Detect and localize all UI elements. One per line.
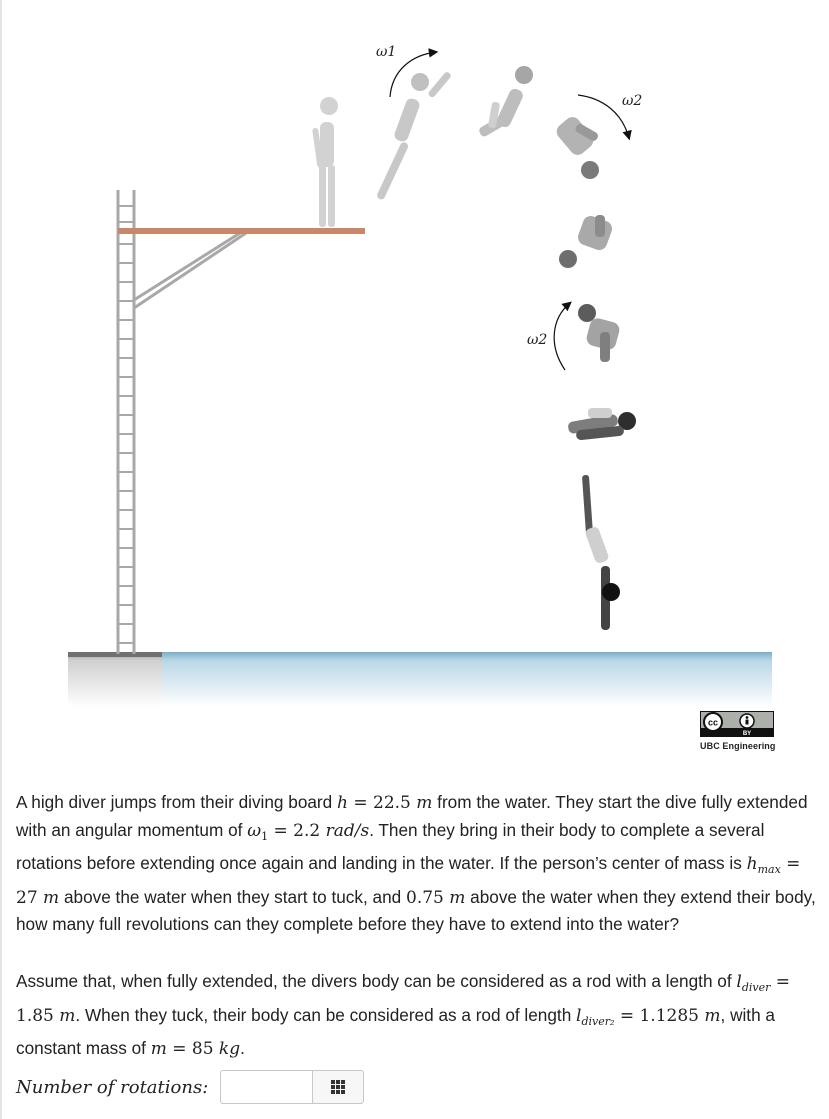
keypad-grid-icon <box>330 1079 346 1095</box>
diver-extending <box>582 475 620 630</box>
answer-row <box>16 1068 364 1106</box>
water <box>160 652 772 707</box>
omega2-label-top: ω2 <box>622 93 643 109</box>
diver-tuck-2 <box>559 214 614 268</box>
answer-label: Number of rotations: <box>16 1076 209 1098</box>
ground <box>68 652 162 707</box>
diver-tuck-1 <box>553 114 599 179</box>
diver-tuck-4 <box>567 408 636 440</box>
diver-jumping <box>376 71 452 201</box>
problem-paragraph-2: Assume that, when fully extended, the divers body can be considered as a rod with a length of $l_{diver} = 1.85$ m. When they tuck, their body can be considered as a rod of length $l_{diver_2} = 1.1285$ m, with a constant mass of m = 85 kg. <box>16 971 791 1059</box>
diving-tower <box>118 190 246 654</box>
problem-paragraph-1: A high diver jumps from their diving board h = 22.5 m from the water. They start the dive fully extended with an angular momentum of $\omega_1 = 2.2$ rad/s. Then they bring in their body to complete a several rotations before extending once again and landing in the water. If the person’s center of mass is $h_{max} = 27$ m above the water when they start to tuck, and 0.75 m above the water when they extend their body, how many full revolutions can they complete before they have to extend into the water? <box>16 792 816 934</box>
attribution-label: UBC Engineering <box>700 741 776 751</box>
keypad-button[interactable] <box>312 1070 364 1104</box>
omega1-label: ω1 <box>376 44 397 60</box>
omega2-mid-arrow <box>554 303 570 370</box>
cc-by-badge <box>700 711 774 737</box>
by-text: BY <box>742 731 752 737</box>
cc-text: cc <box>707 717 719 728</box>
diving-board <box>118 228 365 234</box>
diver-standing <box>312 97 338 227</box>
omega1-arrow <box>390 52 436 97</box>
omega2-label-mid: ω2 <box>527 332 548 348</box>
diver-tucking <box>478 66 533 138</box>
rotations-input[interactable] <box>220 1070 312 1104</box>
diver-tuck-3 <box>578 304 621 362</box>
